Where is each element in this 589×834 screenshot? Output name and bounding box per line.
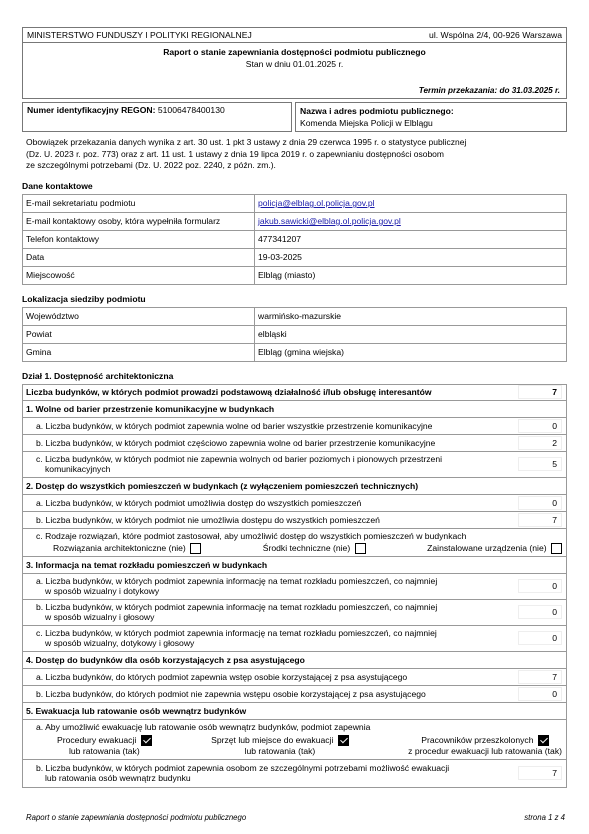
s3-a-value: 0 <box>518 579 562 593</box>
s2-title-row <box>22 478 567 495</box>
opt-label: Sprzęt lub miejsce do ewakuacji <box>211 734 334 745</box>
location-value: warmińsko-mazurskie <box>255 307 567 325</box>
s4-title-row <box>22 652 567 669</box>
contact-key: E-mail kontaktowy osoby, która wypełniła formularz <box>23 212 255 230</box>
s3-b-value: 0 <box>518 605 562 619</box>
s4-a-row <box>22 669 567 686</box>
s4-b-value: 0 <box>518 687 562 701</box>
report-title: Raport o stanie zapewniania dostępności podmiotu publicznego <box>163 47 426 57</box>
s3-a-line: w sposób wizualny i dotykowy <box>45 586 160 597</box>
s1-c-row <box>22 452 567 478</box>
table-row <box>23 194 567 212</box>
s3-c-row <box>22 626 567 652</box>
location-value: Elbląg (gmina wiejska) <box>255 343 567 361</box>
s2-a-label: a. Liczba budynków, w których podmiot umożliwia dostęp do wszystkich pomieszczeń <box>36 497 362 508</box>
s5-b-row <box>22 760 567 788</box>
table-row <box>23 325 567 343</box>
buildings-count-value: 7 <box>518 385 562 399</box>
checkbox-checked-icon[interactable] <box>538 735 549 746</box>
opt-label: lub ratowania (tak) <box>68 745 140 756</box>
s2-b-row <box>22 512 567 529</box>
contact-key: Data <box>23 248 255 266</box>
s3-b-line: b. Liczba budynków, w których podmiot zapewnia informację na temat rozkładu pomieszczeń, co najmniej <box>36 602 438 613</box>
s1-a-value: 0 <box>518 419 562 433</box>
header-title-box <box>22 43 567 99</box>
contact-key: Telefon kontaktowy <box>23 230 255 248</box>
contact-key: Miejscowość <box>23 266 255 284</box>
regon-value: 51006478400130 <box>157 105 225 115</box>
table-row <box>23 248 567 266</box>
section1-title: Dział 1. Dostępność architektoniczna <box>22 370 174 381</box>
s5-title-row <box>22 703 567 720</box>
page-number: strona 1 z 4 <box>524 813 565 822</box>
checkbox-unchecked-icon[interactable] <box>190 543 201 554</box>
s2-b-value: 7 <box>518 513 562 527</box>
s1-c-line: c. Liczba budynków, w których podmiot nie zapewnia wolnych od barier poziomych i pionowych przestrzeni <box>36 454 443 464</box>
contact-email-link[interactable]: jakub.sawicki@elblag.ol.policja.gov.pl <box>258 216 401 226</box>
buildings-count-label: Liczba budynków, w których podmiot prowadzi podstawową działalność i/lub obsługę interesantów <box>26 387 432 397</box>
s1-title-row <box>22 401 567 418</box>
contact-value: 477341207 <box>255 230 567 248</box>
entity-name-value: Komenda Miejska Policji w Elblągu <box>300 118 433 128</box>
s3-c-line: c. Liczba budynków, w których podmiot zapewnia informację na temat rozkładu pomieszczeń, co najmniej <box>36 628 437 639</box>
s5-b-line: b. Liczba budynków, w których podmiot zapewnia osobom ze szczególnymi potrzebami możliwość ewakuacji <box>36 763 450 774</box>
opt-label: lub ratowania (tak) <box>244 745 316 756</box>
ministry-address: ul. Wspólna 2/4, 00-926 Warszawa <box>429 30 562 40</box>
s2-opt-technical <box>263 543 366 554</box>
s5-a-options <box>23 733 566 759</box>
s3-c-value: 0 <box>518 631 562 645</box>
opt-label: Środki techniczne (nie) <box>262 542 351 553</box>
obligation-text <box>22 137 567 172</box>
s1-b-label: b. Liczba budynków, w których podmiot częściowo zapewnia wolne od barier przestrzenie komunikacyjne <box>36 437 436 448</box>
location-key: Powiat <box>23 325 255 343</box>
s3-b-row <box>22 600 567 626</box>
table-row <box>23 266 567 284</box>
s5-title: 5. Ewakuacja lub ratowanie osób wewnątrz budynków <box>26 705 247 716</box>
s5-b-label <box>23 762 566 784</box>
obligation-line: (Dz. U. 2023 r. poz. 773) oraz z art. 11 ust. 1 ustawy z dnia 19 lipca 2019 r. o zapewnianiu dostępności osobom <box>26 148 444 159</box>
checkbox-unchecked-icon[interactable] <box>551 543 562 554</box>
s1-c-value: 5 <box>518 457 562 471</box>
s3-a-line: a. Liczba budynków, w których podmiot zapewnia informację na temat rozkładu pomieszczeń, co najmniej <box>36 576 438 587</box>
regon-row <box>22 102 567 132</box>
s1-title: 1. Wolne od barier przestrzenie komunikacyjne w budynkach <box>26 403 275 414</box>
state-date: Stan w dniu 01.01.2025 r. <box>245 59 344 69</box>
s1-a-label: a. Liczba budynków, w których podmiot zapewnia wolne od barier wszystkie przestrzenie komunikacyjne <box>36 420 433 431</box>
s3-b-line: w sposób wizualny i głosowy <box>45 612 155 623</box>
contact-value <box>255 194 567 212</box>
opt-label: z procedur ewakuacji lub ratowania (tak) <box>408 745 562 756</box>
secretariat-email-link[interactable]: policja@elblag.ol.policja.gov.pl <box>258 198 375 208</box>
regon-label: Numer identyfikacyjny REGON: <box>27 105 156 115</box>
table-row <box>23 307 567 325</box>
s3-title: 3. Informacja na temat rozkładu pomieszczeń w budynkach <box>26 559 268 570</box>
s5-b-value: 7 <box>518 766 562 780</box>
contact-table <box>22 194 567 285</box>
s1-b-value: 2 <box>518 436 562 450</box>
regon-cell <box>22 102 292 132</box>
opt-label: Rozwiązania architektoniczne (nie) <box>53 542 186 553</box>
location-key: Województwo <box>23 307 255 325</box>
table-row <box>23 343 567 361</box>
s4-a-label: a. Liczba budynków, do których podmiot zapewnia wstęp osobie korzystającej z psa asystującego <box>36 671 408 682</box>
s5-opt-procedures <box>57 735 152 756</box>
footer-title: Raport o stanie zapewniania dostępności podmiotu publicznego <box>26 813 247 822</box>
s2-title: 2. Dostęp do wszystkich pomieszczeń w budynkach (z wyłączeniem pomieszczeń technicznych) <box>26 480 419 491</box>
s3-c-line: w sposób wizualny, dotykowy i głosowy <box>45 638 195 649</box>
s1-a-row <box>22 418 567 435</box>
contact-key: E-mail sekretariatu podmiotu <box>23 194 255 212</box>
checkbox-unchecked-icon[interactable] <box>355 543 366 554</box>
s2-a-value: 0 <box>518 496 562 510</box>
deadline: Termin przekazania: do 31.03.2025 r. <box>418 86 560 95</box>
s4-a-value: 7 <box>518 670 562 684</box>
s4-b-row <box>22 686 567 703</box>
opt-label: Zainstalowane urządzenia (nie) <box>427 542 547 553</box>
opt-label: Procedury ewakuacji <box>57 734 137 745</box>
s4-title: 4. Dostęp do budynków dla osób korzystających z psa asystującego <box>26 654 305 665</box>
contact-value <box>255 212 567 230</box>
table-row <box>23 212 567 230</box>
s4-b-label: b. Liczba budynków, do których podmiot nie zapewnia wstępu osobie korzystającej z psa asystującego <box>36 688 426 699</box>
s2-b-label: b. Liczba budynków, w których podmiot nie umożliwia dostępu do wszystkich pomieszczeń <box>36 514 380 525</box>
s3-b-label <box>23 601 566 623</box>
location-title: Lokalizacja siedziby podmiotu <box>22 293 146 304</box>
location-value: elbląski <box>255 325 567 343</box>
page-footer <box>26 813 565 822</box>
checkbox-checked-icon[interactable] <box>338 735 349 746</box>
location-key: Gmina <box>23 343 255 361</box>
s5-opt-staff <box>408 735 562 756</box>
checkbox-checked-icon[interactable] <box>141 735 152 746</box>
s2-a-row <box>22 495 567 512</box>
ministry-name: MINISTERSTWO FUNDUSZY I POLITYKI REGIONALNEJ <box>27 30 252 40</box>
table-row <box>23 230 567 248</box>
location-table <box>22 307 567 362</box>
s5-opt-equipment <box>211 735 349 756</box>
buildings-count-row <box>22 384 567 401</box>
s2-c-options <box>23 542 566 556</box>
s1-c-label <box>23 453 566 475</box>
obligation-line: Obowiązek przekazania danych wynika z art. 30 ust. 1 pkt 3 ustawy z dnia 29 czerwca 1995 r. o statystyce publicznej <box>26 137 467 147</box>
s2-c-label: c. Rodzaje rozwiązań, które podmiot zastosował, aby umożliwić dostęp do wszystkich pomieszczeń w budynkach <box>36 530 467 541</box>
s5-a-row <box>22 720 567 760</box>
s2-c-row <box>22 529 567 557</box>
s3-a-label <box>23 575 566 597</box>
s2-opt-devices <box>427 543 562 554</box>
contact-title: Dane kontaktowe <box>22 180 93 191</box>
s3-title-row <box>22 557 567 574</box>
report-page <box>22 27 567 788</box>
s1-c-line: komunikacyjnych <box>45 464 111 474</box>
s3-a-row <box>22 574 567 600</box>
s2-opt-architectural <box>53 543 201 554</box>
entity-cell <box>295 102 567 132</box>
opt-label: Pracowników przeszkolonych <box>421 734 534 745</box>
s3-c-label <box>23 627 566 649</box>
obligation-line: ze szczególnymi potrzebami (Dz. U. 2022 poz. 2240, z późn. zm.). <box>26 160 276 170</box>
header-top <box>22 27 567 43</box>
s1-b-row <box>22 435 567 452</box>
contact-value: 19-03-2025 <box>255 248 567 266</box>
entity-name-label: Nazwa i adres podmiotu publicznego: <box>300 106 454 116</box>
s5-a-label: a. Aby umożliwić ewakuację lub ratowanie osób wewnątrz budynków, podmiot zapewnia <box>36 721 371 732</box>
contact-value: Elbląg (miasto) <box>255 266 567 284</box>
s5-b-line: lub ratowania osób wewnątrz budynku <box>45 773 191 784</box>
